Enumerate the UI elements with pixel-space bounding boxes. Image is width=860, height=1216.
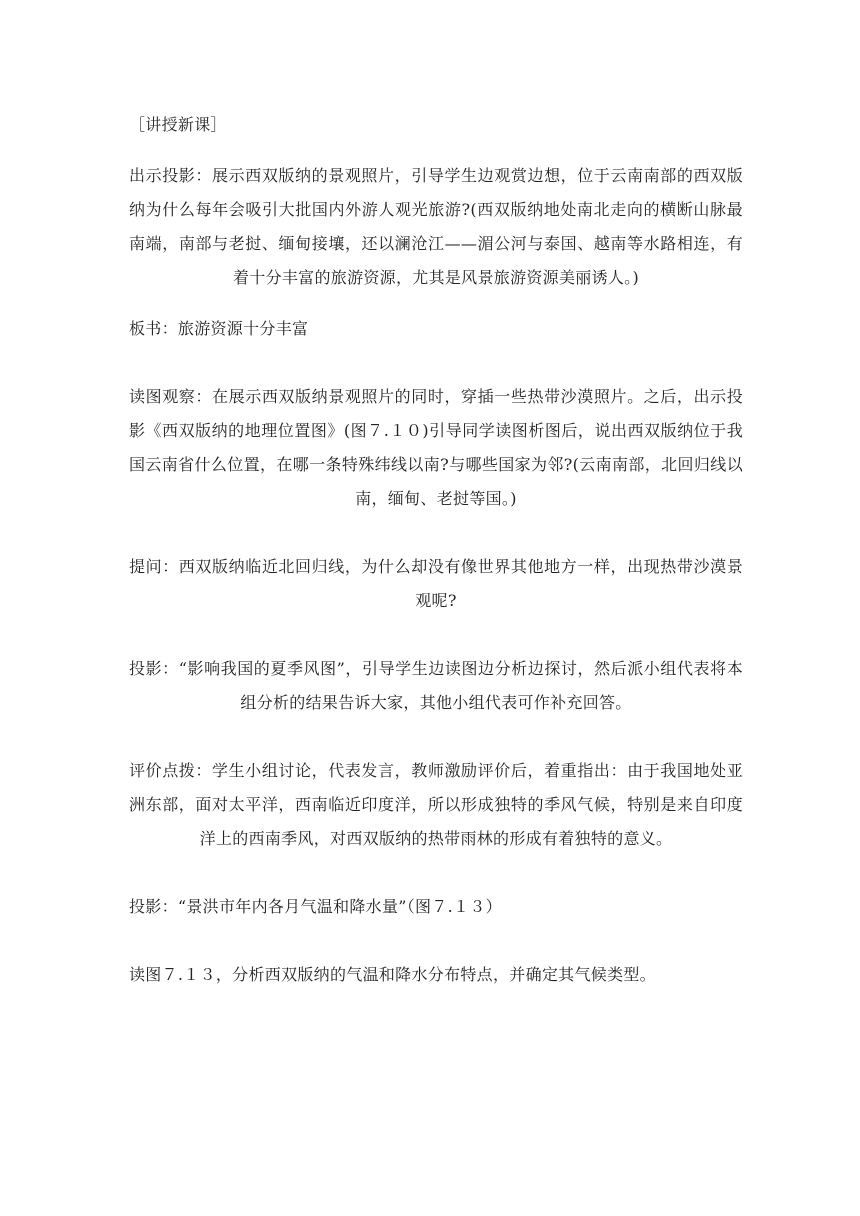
- section-header: ［讲授新课］: [129, 115, 227, 134]
- paragraph-climate-projection: 投影：“景洪市年内各月气温和降水量”（图７.１３）: [129, 897, 502, 916]
- paragraph-climate-reading: 读图７.１３，分析西双版纳的气温和降水分布特点，并确定其气候类型。: [129, 965, 656, 984]
- paragraph-monsoon-projection: 投影：“影响我国的夏季风图”，引导学生边读图边分析边探讨，然后派小组代表将本组分析的结果告诉大家，其他小组代表可作补充回答。: [129, 659, 743, 712]
- paragraph-evaluation: 评价点拨：学生小组讨论，代表发言，教师激励评价后，着重指出：由于我国地处亚洲东部，面对太平洋，西南临近印度洋，所以形成独特的季风气候，特别是来自印度洋上的西南季风，对西双版纳的热带雨林的形成有着独特的意义。: [129, 761, 743, 848]
- paragraph-projection-intro: 出示投影：展示西双版纳的景观照片，引导学生边观赏边想，位于云南南部的西双版纳为什么每年会吸引大批国内外游人观光旅游?(西双版纳地处南北走向的横断山脉最南端，南部与老挝、缅甸接壤，还以澜沧江——湄公河与泰国、越南等水路相连，有着十分丰富的旅游资源，尤其是风景旅游资源美丽诱人。): [129, 166, 743, 287]
- paragraph-question: 提问：西双版纳临近北回归线，为什么却没有像世界其他地方一样，出现热带沙漠景观呢?: [129, 557, 743, 610]
- paragraph-map-reading: 读图观察：在展示西双版纳景观照片的同时，穿插一些热带沙漠照片。之后，出示投影《西双版纳的地理位置图》(图７.１０)引导同学读图析图后，说出西双版纳位于我国云南省什么位置，在哪一条特殊纬线以南?与哪些国家为邻?(云南南部，北回归线以南，缅甸、老挝等国。): [129, 387, 743, 508]
- document-page: [129, 108, 743, 1026]
- paragraph-blackboard: 板书：旅游资源十分丰富: [129, 319, 309, 338]
